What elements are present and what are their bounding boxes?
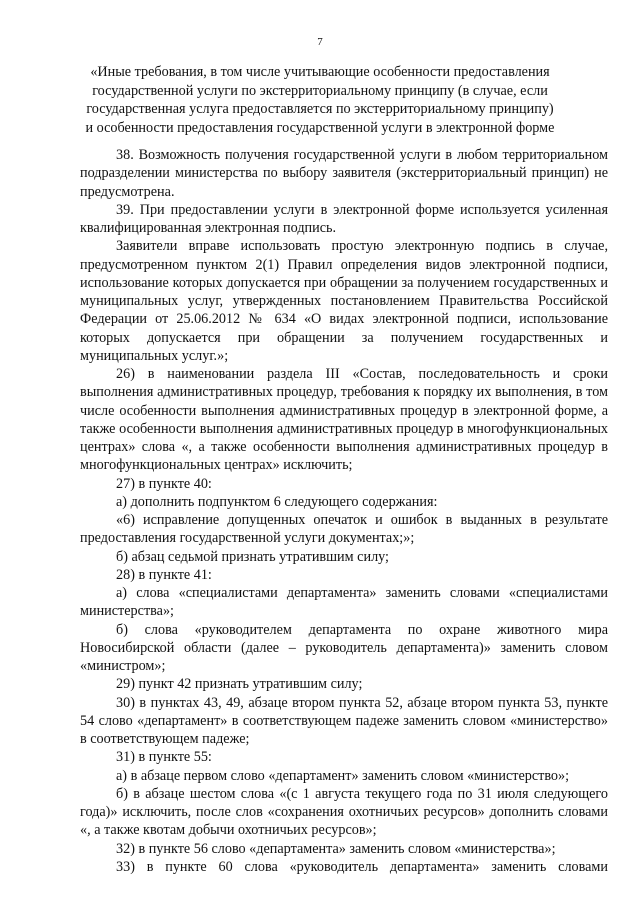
paragraph: 32) в пункте 56 слово «департамента» заменить словом «министерства»; (116, 840, 556, 857)
paragraph: 31) в пункте 55: (116, 749, 212, 766)
paragraph: 38. Возможность получения государственной услуги в любом территориальном подразделении министерства по выбору заявителя (экстерриториальный принцип) не предусмотрена. (80, 147, 608, 200)
paragraph: «6) исправление допущенных опечаток и ошибок в выданных в результате предоставления государственной услуги документах;»; (80, 512, 608, 547)
paragraph: б) абзац седьмой признать утратившим силу; (116, 548, 389, 565)
paragraph: 29) пункт 42 признать утратившим силу; (116, 676, 363, 693)
paragraph: а) дополнить подпунктом 6 следующего содержания: (116, 493, 438, 510)
paragraph: 39. При предоставлении услуги в электронной форме используется усиленная квалифицированная электронная подпись. (80, 201, 608, 236)
document-body (80, 146, 608, 876)
paragraph: 26) в наименовании раздела III «Состав, последовательность и сроки выполнения административных процедур, требования к порядку их выполнения, в том числе особенности выполнения административных процедур в электронной форме, а также особенности выполнения административных процедур в многофункциональных центрах» слова «, а также особенности выполнения административных процедур в многофункциональных центрах» исключить; (80, 366, 608, 474)
paragraph: б) слова «руководителем департамента по охране животного мира Новосибирской области (далее – руководитель департамента)» заменить словом «министром»; (80, 621, 608, 674)
paragraph: 27) в пункте 40: (116, 475, 212, 492)
paragraph: 33) в пункте 60 слова «руководитель департамента» заменить словами (116, 858, 608, 875)
section-heading: «Иные требования, в том числе учитывающие особенности предоставления государственной услуги по экстерриториальному принципу (в случае, если государственная услуга предоставляется по экстерриториальному принципу) и особенности предоставления государственной услуги в электронной форме (85, 64, 555, 136)
paragraph: а) в абзаце первом слово «департамент» заменить словом «министерство»; (116, 767, 570, 784)
page-number: 7 (317, 36, 323, 48)
paragraph: а) слова «специалистами департамента» заменить словами «специалистами министерства»; (80, 585, 608, 620)
paragraph: 28) в пункте 41: (116, 566, 212, 583)
paragraph: б) в абзаце шестом слова «(с 1 августа текущего года по 31 июля следующего года)» исключить, после слов «сохранения охотничьих ресурсов» дополнить словами «, а также квотам добычи охотничьих ресурсов»; (80, 785, 608, 839)
paragraph: 30) в пунктах 43, 49, абзаце втором пункта 52, абзаце втором пункта 53, пункте 54 слово «департамент» в соответствующем падеже заменить словом «министерство» в соответствующем падеже; (80, 694, 608, 747)
paragraph: Заявители вправе использовать простую электронную подпись в случае, предусмотренном пунктом 2(1) Правил определения видов электронной подписи, использование которых допускается при обращении за получением государственных и муниципальных услуг, утвержденных постановлением Правительства Российской Федерации от 25.06.2012 № 634 «О видах электронной подписи, использование которых допускается при обращении за получением государственных и муниципальных услуг.»; (80, 238, 608, 364)
